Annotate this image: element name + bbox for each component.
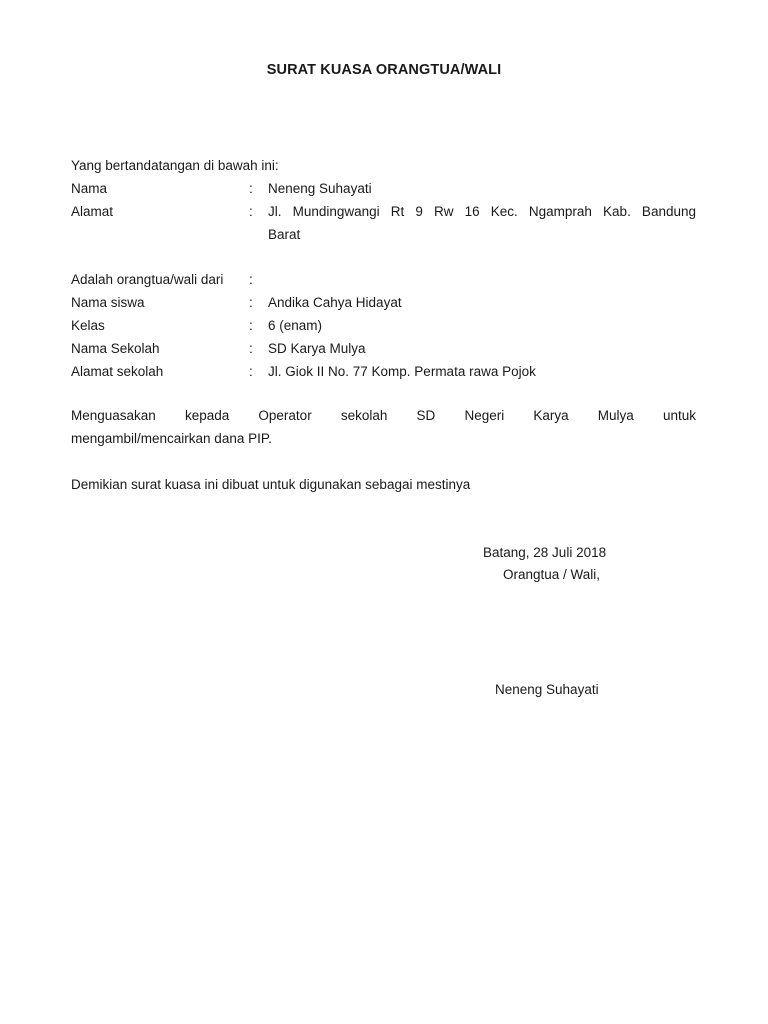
document-title: SURAT KUASA ORANGTUA/WALI xyxy=(266,62,502,78)
school-address-value: Jl. Giok II No. 77 Komp. Permata rawa Pojok xyxy=(268,364,536,379)
school-address-label: Alamat sekolah xyxy=(71,364,164,379)
student-name-colon: : xyxy=(249,295,253,310)
student-class-value: 6 (enam) xyxy=(268,318,323,333)
student-name-value: Andika Cahya Hidayat xyxy=(268,295,402,310)
authorization-line1: Menguasakan kepada Operator sekolah SD Negeri Karya Mulya untuk xyxy=(71,408,696,423)
school-name-value: SD Karya Mulya xyxy=(268,341,366,356)
signature-name: Neneng Suhayati xyxy=(495,682,599,697)
student-class-label: Kelas xyxy=(71,318,105,333)
intro-text: Yang bertandatangan di bawah ini: xyxy=(71,158,279,173)
signature-place-date: Batang, 28 Juli 2018 xyxy=(483,545,607,560)
signer-address-colon: : xyxy=(249,204,253,219)
child-intro-colon: : xyxy=(249,272,253,287)
student-class-colon: : xyxy=(249,318,253,333)
signer-name-value: Neneng Suhayati xyxy=(268,181,372,196)
signer-address-label: Alamat xyxy=(71,204,114,219)
school-name-colon: : xyxy=(249,341,253,356)
school-address-colon: : xyxy=(249,364,253,379)
signer-name-colon: : xyxy=(249,181,253,196)
signature-role: Orangtua / Wali, xyxy=(503,567,601,582)
closing-text: Demikian surat kuasa ini dibuat untuk digunakan sebagai mestinya xyxy=(71,477,471,492)
signer-name-label: Nama xyxy=(71,181,108,196)
signer-address-line2: Barat xyxy=(268,227,301,242)
school-name-label: Nama Sekolah xyxy=(71,341,160,356)
authorization-line2: mengambil/mencairkan dana PIP. xyxy=(71,431,272,446)
student-name-label: Nama siswa xyxy=(71,295,145,310)
child-intro-text: Adalah orangtua/wali dari xyxy=(71,272,224,287)
signer-address-line1: Jl. Mundingwangi Rt 9 Rw 16 Kec. Ngamprah Kab. Bandung xyxy=(268,204,696,219)
